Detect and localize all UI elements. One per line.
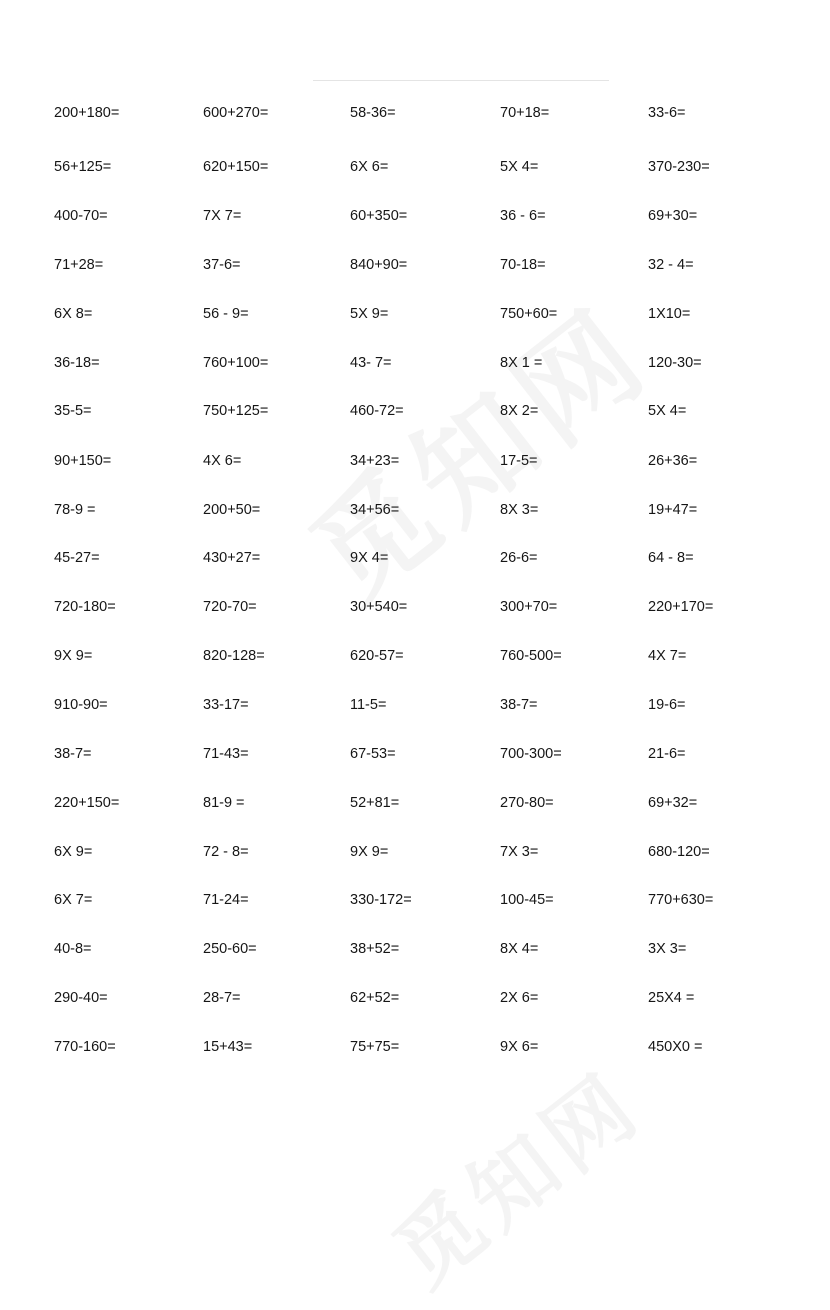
problem-item: 21-6= [648,746,686,762]
problem-item: 81-9 = [203,795,245,811]
problem-item: 33-17= [203,697,249,713]
problem-item: 220+170= [648,599,714,615]
problem-item: 4X 6= [203,453,242,469]
problem-item: 19+47= [648,502,698,518]
problem-item: 9X 9= [54,648,93,664]
problem-item: 120-30= [648,355,702,371]
problem-item: 71-24= [203,892,249,908]
problem-item: 300+70= [500,599,558,615]
problem-item: 460-72= [350,403,404,419]
problem-item: 8X 4= [500,941,539,957]
problem-item: 2X 6= [500,990,539,1006]
problem-item: 36 - 6= [500,208,546,224]
problem-item: 72 - 8= [203,844,249,860]
problem-item: 760+100= [203,355,269,371]
problem-item: 32 - 4= [648,257,694,273]
problem-item: 60+350= [350,208,408,224]
problem-item: 620+150= [203,159,269,175]
problem-item: 5X 9= [350,306,389,322]
problem-item: 3X 3= [648,941,687,957]
problem-item: 52+81= [350,795,400,811]
problem-item: 720-70= [203,599,257,615]
problem-item: 25X4 = [648,990,695,1006]
problem-item: 8X 1 = [500,355,543,371]
problem-item: 70+18= [500,105,550,121]
problem-item: 38-7= [54,746,92,762]
problem-item: 330-172= [350,892,412,908]
problem-item: 56+125= [54,159,112,175]
problem-item: 770-160= [54,1039,116,1055]
problem-item: 69+30= [648,208,698,224]
problem-item: 90+150= [54,453,112,469]
problem-item: 9X 9= [350,844,389,860]
problem-item: 5X 4= [500,159,539,175]
problem-item: 62+52= [350,990,400,1006]
problem-item: 69+32= [648,795,698,811]
problem-item: 750+125= [203,403,269,419]
problem-item: 9X 4= [350,550,389,566]
problem-item: 7X 7= [203,208,242,224]
problem-item: 430+27= [203,550,261,566]
problem-item: 840+90= [350,257,408,273]
problem-item: 6X 6= [350,159,389,175]
problem-item: 45-27= [54,550,100,566]
problem-item: 33-6= [648,105,686,121]
problem-item: 26-6= [500,550,538,566]
arithmetic-problem-grid [54,0,814,1080]
problem-item: 400-70= [54,208,108,224]
problem-item: 75+75= [350,1039,400,1055]
problem-item: 15+43= [203,1039,253,1055]
problem-item: 5X 4= [648,403,687,419]
problem-item: 200+180= [54,105,120,121]
problem-item: 750+60= [500,306,558,322]
problem-item: 250-60= [203,941,257,957]
problem-item: 38-7= [500,697,538,713]
problem-item: 620-57= [350,648,404,664]
problem-item: 67-53= [350,746,396,762]
problem-item: 26+36= [648,453,698,469]
problem-item: 78-9 = [54,502,96,518]
problem-item: 7X 3= [500,844,539,860]
problem-item: 34+56= [350,502,400,518]
problem-item: 71+28= [54,257,104,273]
problem-item: 40-8= [54,941,92,957]
problem-item: 38+52= [350,941,400,957]
problem-item: 36-18= [54,355,100,371]
problem-item: 8X 3= [500,502,539,518]
problem-item: 820-128= [203,648,265,664]
problem-item: 43- 7= [350,355,392,371]
problem-item: 71-43= [203,746,249,762]
problem-item: 70-18= [500,257,546,273]
problem-item: 56 - 9= [203,306,249,322]
problem-item: 11-5= [350,697,387,713]
problem-item: 6X 7= [54,892,93,908]
problem-item: 58-36= [350,105,396,121]
problem-item: 1X10= [648,306,691,322]
problem-item: 37-6= [203,257,241,273]
problem-item: 720-180= [54,599,116,615]
problem-item: 910-90= [54,697,108,713]
problem-item: 35-5= [54,403,92,419]
problem-item: 450X0 = [648,1039,703,1055]
problem-item: 34+23= [350,453,400,469]
problem-item: 64 - 8= [648,550,694,566]
problem-item: 30+540= [350,599,408,615]
problem-item: 9X 6= [500,1039,539,1055]
problem-item: 17-5= [500,453,538,469]
problem-item: 4X 7= [648,648,687,664]
problem-item: 19-6= [648,697,686,713]
problem-item: 270-80= [500,795,554,811]
problem-item: 680-120= [648,844,710,860]
problem-item: 6X 8= [54,306,93,322]
problem-item: 700-300= [500,746,562,762]
problem-item: 200+50= [203,502,261,518]
problem-item: 290-40= [54,990,108,1006]
problem-item: 370-230= [648,159,710,175]
problem-item: 28-7= [203,990,241,1006]
problem-item: 6X 9= [54,844,93,860]
problem-item: 770+630= [648,892,714,908]
problem-item: 220+150= [54,795,120,811]
problem-item: 8X 2= [500,403,539,419]
problem-item: 760-500= [500,648,562,664]
problem-item: 600+270= [203,105,269,121]
problem-item: 100-45= [500,892,554,908]
